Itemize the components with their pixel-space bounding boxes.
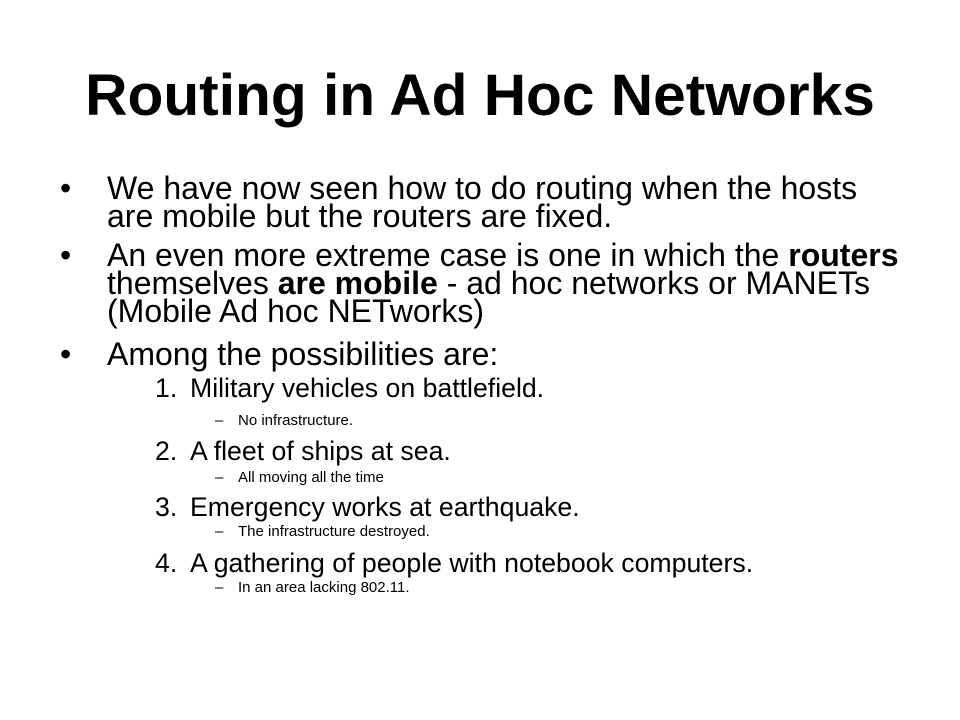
note-text: All moving all the time [238, 469, 384, 486]
note-dash: – [215, 579, 224, 596]
bullet-line [107, 336, 499, 372]
possibility-item [0, 436, 960, 466]
possibility-note [0, 579, 960, 597]
item-text: A fleet of ships at sea. [190, 436, 451, 466]
note-dash: – [215, 412, 224, 429]
bullet-text-segment: An even more extreme case is one in which the [107, 237, 789, 273]
possibility-item [0, 492, 960, 522]
bullet-text [107, 170, 858, 234]
bullet-line [107, 293, 898, 329]
note-text: The infrastructure destroyed. [238, 523, 430, 540]
item-number: 2. [155, 436, 178, 466]
bullet-text [107, 237, 899, 329]
item-text: Emergency works at earthquake. [190, 492, 580, 522]
bullet-text-segment: themselves [107, 265, 278, 301]
note-text: No infrastructure. [238, 412, 354, 429]
bullet-text-segment: are mobile but the routers are fixed. [107, 198, 613, 234]
possibility-note [0, 469, 960, 487]
possibility-note [0, 523, 960, 541]
bullet-bold-segment: are mobile [277, 265, 438, 301]
item-number: 4. [155, 548, 178, 578]
bullet-marker: • [60, 170, 72, 206]
bullet-text [107, 336, 499, 372]
bullet-text-segment: We have now seen how to do routing when the hosts [107, 170, 858, 206]
item-number: 1. [155, 373, 178, 403]
bullet-marker: • [60, 237, 72, 273]
bullet-text-segment: (Mobile Ad hoc NETworks) [107, 293, 485, 329]
slide-title: Routing in Ad Hoc Networks [85, 63, 875, 128]
bullet-marker: • [60, 336, 72, 372]
possibility-item [0, 373, 960, 403]
item-text: Military vehicles on battlefield. [190, 373, 545, 403]
note-text: In an area lacking 802.11. [238, 579, 410, 596]
possibility-note [0, 412, 960, 430]
bullet-text-segment: - ad hoc networks or MANETs [437, 265, 870, 301]
bullet-line [107, 198, 857, 234]
bullet-text-segment: Among the possibilities are: [107, 336, 499, 372]
bullet-bold-segment: routers [788, 237, 899, 273]
item-number: 3. [155, 492, 178, 522]
note-dash: – [215, 469, 224, 486]
note-dash: – [215, 523, 224, 540]
item-text: A gathering of people with notebook computers. [190, 548, 754, 578]
possibility-item [0, 548, 960, 578]
